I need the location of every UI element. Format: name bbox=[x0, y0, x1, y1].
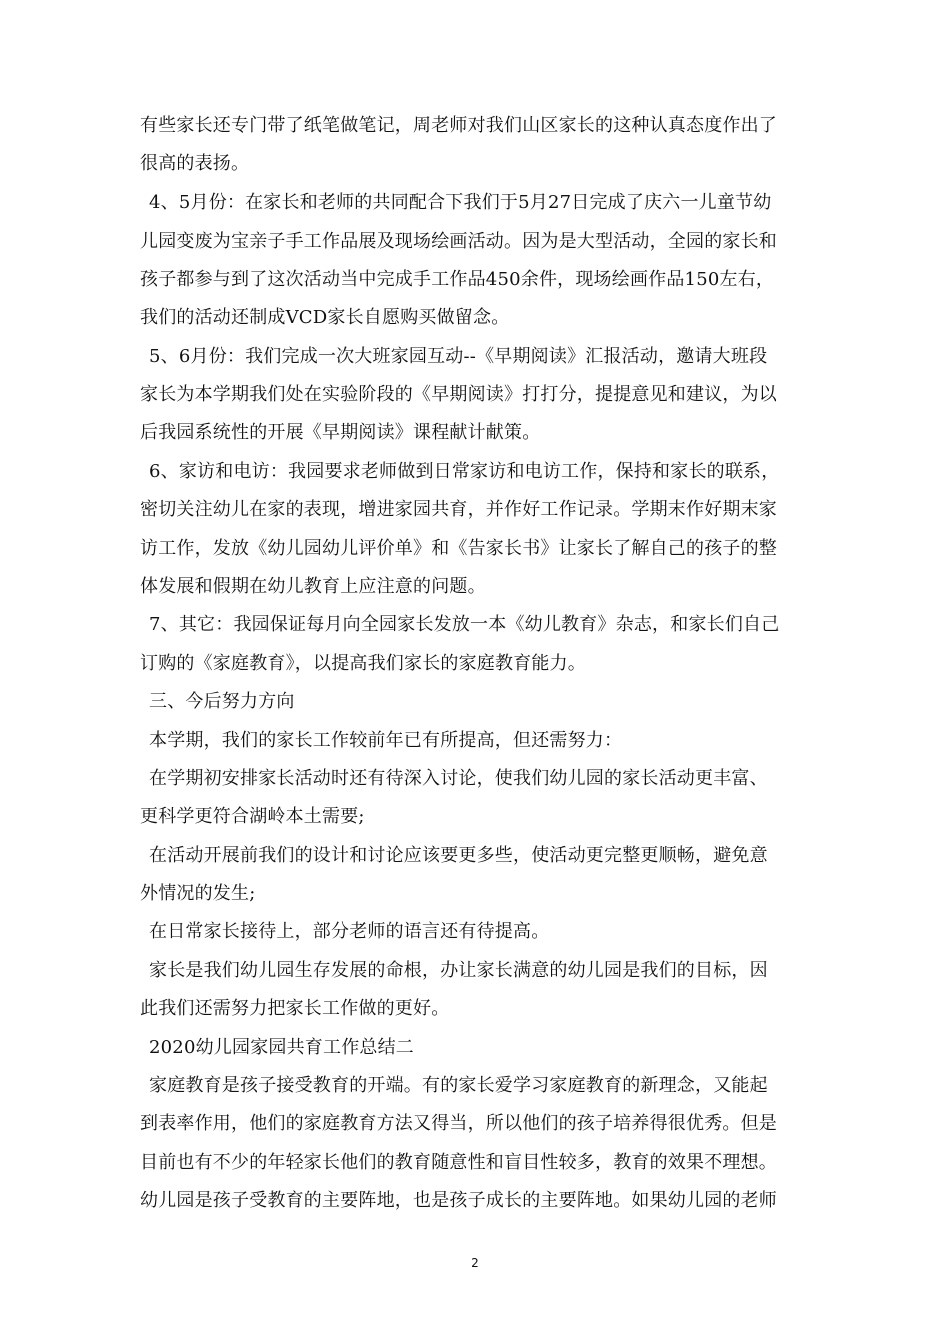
text-line: 本学期，我们的家长工作较前年已有所提高，但还需努力： bbox=[149, 730, 623, 751]
text-line: 密切关注幼儿在家的表现，增进家园共育，并作好工作记录。学期末作好期末家 bbox=[140, 499, 777, 520]
text-line: 孩子都参与到了这次活动当中完成手工作品450余件，现场绘画作品150左右， bbox=[140, 269, 775, 290]
text-line: 很高的表扬。 bbox=[140, 153, 250, 174]
text-line: 后我园系统性的开展《早期阅读》课程献计献策。 bbox=[140, 422, 541, 443]
text-line: 有些家长还专门带了纸笔做笔记，周老师对我们山区家长的这种认真态度作出了 bbox=[140, 115, 777, 136]
text-line: 在活动开展前我们的设计和讨论应该要更多些，使活动更完整更顺畅，避免意 bbox=[149, 845, 768, 866]
text-line: 4、5月份：在家长和老师的共同配合下我们于5月27日完成了庆六一儿童节幼 bbox=[149, 192, 772, 213]
text-line: 幼儿园是孩子受教育的主要阵地，也是孩子成长的主要阵地。如果幼儿园的老师 bbox=[140, 1190, 777, 1211]
section-heading: 三、今后努力方向 bbox=[149, 691, 295, 712]
text-line: 我们的活动还制成VCD家长自愿购买做留念。 bbox=[140, 307, 510, 328]
text-line: 7、其它：我园保证每月向全园家长发放一本《幼儿教育》杂志，和家长们自己 bbox=[149, 614, 780, 635]
text-line: 家庭教育是孩子接受教育的开端。有的家长爱学习家庭教育的新理念，又能起 bbox=[149, 1075, 768, 1096]
text-line: 外情况的发生; bbox=[140, 883, 256, 904]
section-heading: 2020幼儿园家园共育工作总结二 bbox=[149, 1037, 415, 1058]
text-line: 家长是我们幼儿园生存发展的命根，办让家长满意的幼儿园是我们的目标，因 bbox=[149, 960, 768, 981]
text-line: 5、6月份：我们完成一次大班家园互动--《早期阅读》汇报活动，邀请大班段 bbox=[149, 346, 768, 367]
text-line: 儿园变废为宝亲子手工作品展及现场绘画活动。因为是大型活动，全园的家长和 bbox=[140, 231, 777, 252]
text-line: 此我们还需努力把家长工作做的更好。 bbox=[140, 998, 450, 1019]
text-line: 订购的《家庭教育》，以提高我们家长的家庭教育能力。 bbox=[140, 653, 586, 674]
text-line: 体发展和假期在幼儿教育上应注意的问题。 bbox=[140, 576, 486, 597]
text-line: 到表率作用，他们的家庭教育方法又得当，所以他们的孩子培养得很优秀。但是 bbox=[140, 1113, 777, 1134]
text-line: 家长为本学期我们处在实验阶段的《早期阅读》打打分，提提意见和建议，为以 bbox=[140, 384, 777, 405]
page-number: 2 bbox=[471, 1256, 479, 1270]
text-line: 在学期初安排家长活动时还有待深入讨论，使我们幼儿园的家长活动更丰富、 bbox=[149, 768, 768, 789]
text-line: 更科学更符合湖岭本土需要; bbox=[140, 806, 365, 827]
text-line: 目前也有不少的年轻家长他们的教育随意性和盲目性较多，教育的效果不理想。 bbox=[140, 1152, 777, 1173]
text-line: 访工作，发放《幼儿园幼儿评价单》和《告家长书》让家长了解自己的孩子的整 bbox=[140, 538, 777, 559]
text-line: 6、家访和电访：我园要求老师做到日常家访和电访工作，保持和家长的联系， bbox=[149, 461, 780, 482]
text-line: 在日常家长接待上，部分老师的语言还有待提高。 bbox=[149, 921, 550, 942]
